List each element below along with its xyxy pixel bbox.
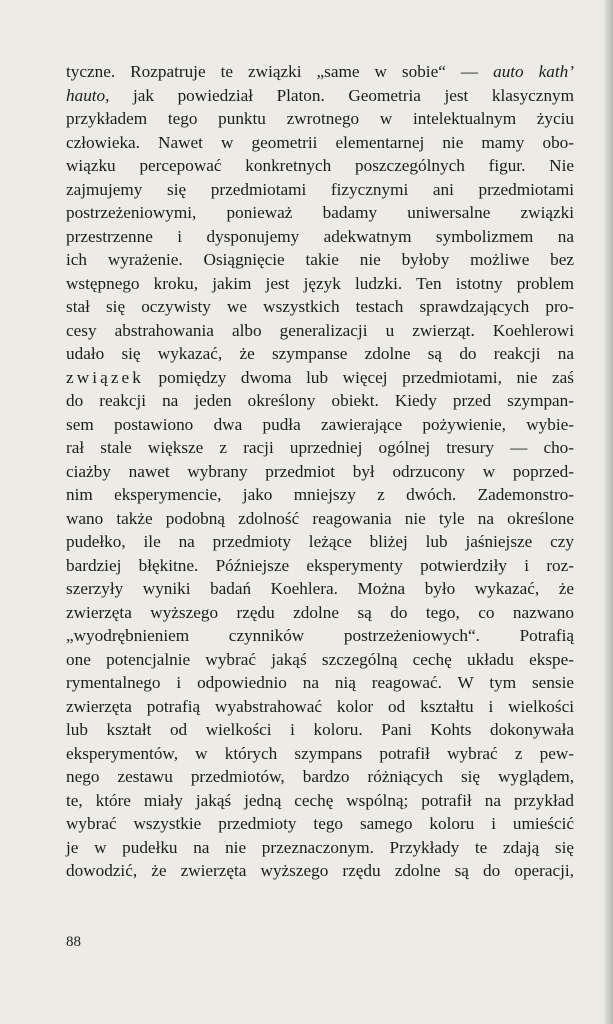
text-run: dowodzić, że zwierzęta wyższego rzędu zdolne są do operacji, — [66, 861, 574, 880]
text-line — [66, 366, 574, 390]
text-run: wiązku percepować konkretnych poszczególnych figur. Nie — [66, 156, 574, 175]
text-line — [66, 225, 574, 249]
text-run: pomiędzy dwoma lub więcej przedmiotami, nie zaś — [143, 367, 574, 387]
text-run: je w pudełku na nie przeznaczonym. Przykłady te zdają się — [66, 837, 574, 857]
text-run: ich wyrażenie. Osiągnięcie takie nie byłoby możliwe bez — [66, 250, 574, 269]
text-run: one potencjalnie wybrać jakąś szczególną cechę układu ekspe- — [66, 649, 574, 669]
text-run: ciażby nawet wybrany przedmiot był odrzucony w poprzed- — [66, 461, 574, 481]
text-run: „wyodrębnieniem czynników postrzeżeniowych“. Potrafią — [66, 626, 574, 645]
body-text — [66, 60, 574, 883]
text-run: eksperymentów, w których szympans potrafił wybrać z pew- — [66, 743, 574, 763]
text-line — [66, 859, 574, 883]
text-line — [66, 812, 574, 836]
page-edge-shadow — [604, 0, 613, 1024]
text-run: wstępnego kroku, jakim jest język ludzki. Ten istotny problem — [66, 273, 574, 293]
text-line — [66, 836, 574, 860]
text-line — [66, 695, 574, 719]
text-run: te, które miały jakąś jedną cechę wspólną; potrafił na przykład — [66, 790, 574, 810]
text-line — [66, 577, 574, 601]
text-line — [66, 248, 574, 272]
text-run: przykładem tego punktu zwrotnego w intelektualnym życiu — [66, 109, 574, 128]
text-line — [66, 178, 574, 202]
text-run: bardziej błękitne. Późniejsze eksperymenty potwierdziły i roz- — [66, 555, 574, 575]
text-run: pudełko, ile na przedmioty leżące bliżej lub jaśniejsze czy — [66, 532, 574, 551]
text-run: stał się oczywisty we wszystkich testach sprawdzających pro- — [66, 297, 574, 316]
text-run: jak powiedział Platon. Geometria jest klasycznym — [109, 85, 574, 105]
text-line — [66, 272, 574, 296]
text-run: człowieka. Nawet w geometrii elementarnej nie mamy obo- — [66, 132, 574, 152]
text-run: wano także podobną zdolność reagowania nie tyle na określone — [66, 508, 574, 528]
text-line — [66, 718, 574, 742]
text-run: zajmujemy się przedmiotami fizycznymi ani przedmiotami — [66, 179, 574, 199]
text-line — [66, 671, 574, 695]
text-line — [66, 131, 574, 155]
text-line — [66, 60, 574, 84]
text-line — [66, 483, 574, 507]
text-run: cesy abstrahowania albo generalizacji u zwierząt. Koehlerowi — [66, 320, 574, 340]
text-run: zwierzęta wyższego rzędu zdolne są do tego, co nazwano — [66, 602, 574, 622]
text-run: rał stale większe z racji uprzedniej ogólnej tresury — cho- — [66, 438, 574, 457]
text-line — [66, 624, 574, 648]
text-line — [66, 601, 574, 625]
text-line — [66, 413, 574, 437]
text-run: zwierzęta potrafią wyabstrahować kolor od kształtu i wielkości — [66, 696, 574, 716]
text-line — [66, 765, 574, 789]
text-run: nego zestawu przedmiotów, bardzo różniących się wyglądem, — [66, 767, 574, 786]
page-number: 88 — [66, 934, 81, 950]
text-line — [66, 742, 574, 766]
text-line — [66, 319, 574, 343]
text-run: rymentalnego i odpowiednio na nią reagować. W tym sensie — [66, 673, 574, 692]
italic-text: hauto, — [66, 85, 110, 105]
text-run: udało się wykazać, że szympanse zdolne są do reakcji na — [66, 344, 574, 363]
text-line — [66, 554, 574, 578]
text-run: tyczne. Rozpatruje te związki „same w sobie“ — — [66, 62, 494, 81]
text-line — [66, 460, 574, 484]
text-run: nim eksperymencie, jako mniejszy z dwóch. Zademonstro- — [66, 485, 574, 504]
text-line — [66, 342, 574, 366]
text-run: wybrać wszystkie przedmioty tego samego koloru i umieścić — [66, 814, 574, 833]
text-run: przestrzenne i dysponujemy adekwatnym symbolizmem na — [66, 226, 574, 246]
text-line — [66, 295, 574, 319]
spaced-text: związek — [66, 367, 144, 387]
text-run: do reakcji na jeden określony obiekt. Kiedy przed szympan- — [66, 391, 574, 410]
text-run: lub kształt od wielkości i koloru. Pani Kohts dokonywała — [66, 720, 574, 739]
text-run: postrzeżeniowymi, ponieważ badamy uniwersalne związki — [66, 203, 574, 222]
italic-text: auto kath’ — [493, 62, 574, 81]
text-line — [66, 530, 574, 554]
text-line — [66, 436, 574, 460]
text-line — [66, 107, 574, 131]
text-line — [66, 389, 574, 413]
text-line — [66, 201, 574, 225]
text-line — [66, 789, 574, 813]
text-run: sem postawiono dwa pudła zawierające pożywienie, wybie- — [66, 414, 574, 434]
text-run: szerzyły wyniki badań Koehlera. Można było wykazać, że — [66, 579, 574, 598]
text-line — [66, 648, 574, 672]
text-line — [66, 84, 574, 108]
text-line — [66, 154, 574, 178]
text-line — [66, 507, 574, 531]
